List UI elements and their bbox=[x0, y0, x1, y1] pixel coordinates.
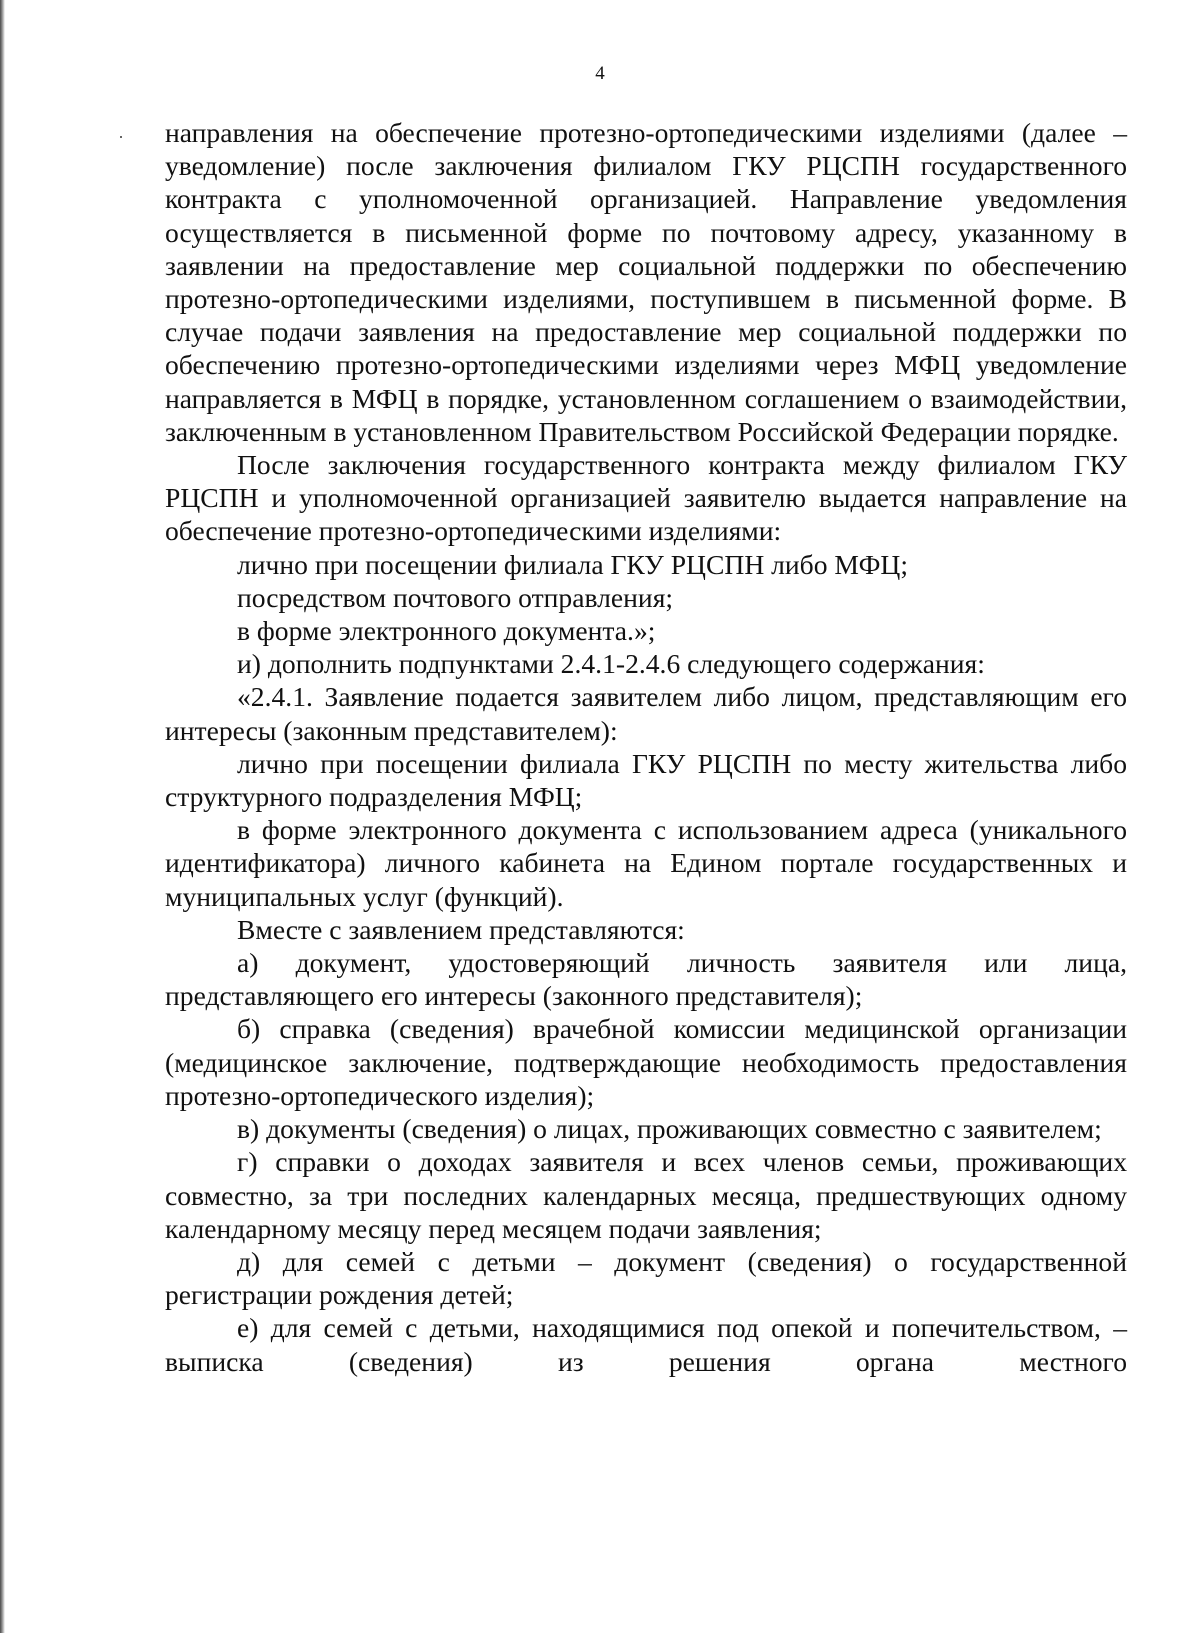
list-item-post: посредством почтового отправления; bbox=[237, 581, 674, 613]
clause-2-4-1: «2.4.1. Заявление подается заявителем либо лицом, представляющим его интересы (законным представителем): bbox=[165, 681, 1127, 746]
list-item-b: б) справка (сведения) врачебной комиссии медицинской организации (медицинское заключение, подтверждающие необходимость предоставления протезно-ортопедического изделия); bbox=[165, 1013, 1127, 1111]
list-item-in-person: лично при посещении филиала ГКУ РЦСПН либо МФЦ; bbox=[237, 548, 908, 580]
paragraph-amendment: и) дополнить подпунктами 2.4.1-2.4.6 следующего содержания: bbox=[237, 648, 985, 680]
scan-artifact bbox=[120, 136, 122, 138]
paragraph-attachments: Вместе с заявлением представляются: bbox=[237, 913, 685, 945]
list-item-electronic: в форме электронного документа.»; bbox=[237, 615, 656, 647]
list-item-portal: в форме электронного документа с использованием адреса (уникального идентификатора) личного кабинета на Едином портале государственных и муниципальных услуг (функций). bbox=[165, 814, 1127, 912]
scan-edge bbox=[0, 0, 5, 1633]
list-item-d: д) для семей с детьми – документ (сведения) о государственной регистрации рождения детей; bbox=[165, 1245, 1127, 1311]
document-body bbox=[165, 116, 1127, 1378]
list-item-g: г) справки о доходах заявителя и всех членов семьи, проживающих совместно, за три последних календарных месяца, предшествующих одному календарному месяцу перед месяцем подачи заявления; bbox=[165, 1146, 1127, 1244]
paragraph-notification: направления на обеспечение протезно-ортопедическими изделиями (далее – уведомление) после заключения филиалом ГКУ РЦСПН государственного контракта с уполномоченной организацией. Направление уведомления осуществляется в письменной форме по почтовому адресу, указанному в заявлении на предоставление мер социальной поддержки по обеспечению протезно-ортопедическими изделиями, поступившем в письменной форме. В случае подачи заявления на предоставление мер социальной поддержки по обеспечению протезно-ортопедическими изделиями через МФЦ уведомление направляется в МФЦ в порядке, установленном соглашением о взаимодействии, заключенным в установленном Правительством Российской Федерации порядке. bbox=[165, 117, 1127, 447]
paragraph-contract: После заключения государственного контракта между филиалом ГКУ РЦСПН и уполномоченной организацией заявителю выдается направление на обеспечение протезно-ортопедическими изделиями: bbox=[165, 449, 1127, 547]
list-item-branch-visit: лично при посещении филиала ГКУ РЦСПН по месту жительства либо структурного подразделения МФЦ; bbox=[165, 747, 1127, 813]
page-number: 4 bbox=[595, 63, 605, 84]
list-item-a: а) документ, удостоверяющий личность заявителя или лица, представляющего его интересы (законного представителя); bbox=[165, 947, 1127, 1012]
list-item-e: е) для семей с детьми, находящимися под опекой и попечительством, – выписка (сведения) из решения органа местного bbox=[165, 1312, 1127, 1377]
list-item-v: в) документы (сведения) о лицах, проживающих совместно с заявителем; bbox=[237, 1113, 1102, 1145]
